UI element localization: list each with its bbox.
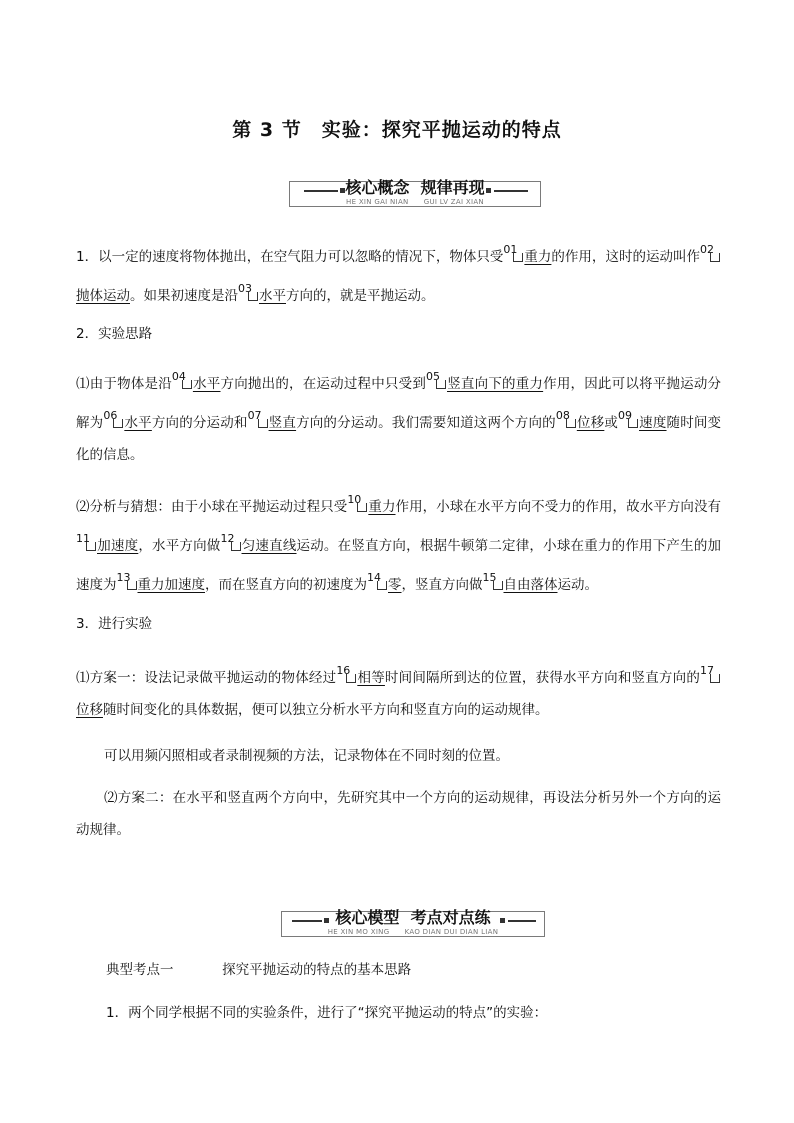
key-point-text: 探究平抛运动的特点的基本思路 <box>222 962 412 978</box>
blank-number: 17 <box>700 664 715 677</box>
answer-blank: 重力 <box>524 249 552 265</box>
blank-number: 15 <box>482 571 497 584</box>
key-point-label: 典型考点一 <box>106 962 174 978</box>
answer-blank: 抛体运动 <box>76 288 130 304</box>
paragraph-5: 可以用频闪照相或者录制视频的方法，记录物体在不同时刻的位置。 <box>104 748 509 764</box>
text: ⑴由于物体是沿 <box>76 376 172 392</box>
text: 时间间隔所到达的位置，获得水平方向和竖直方向的 <box>384 670 701 686</box>
text: 随时间变化的具体数据，便可以独立分析水平方向和竖直方向的运动规律。 <box>103 702 549 718</box>
blank-number: 08 <box>555 409 570 422</box>
text: ⑴方案一：设法记录做平抛运动的物体经过 <box>76 670 337 686</box>
answer-blank: 自由落体 <box>503 577 558 593</box>
banner-title: 核心模型 考点对点练 <box>335 908 491 927</box>
key-point-line <box>106 954 706 986</box>
text: 运动。 <box>557 577 598 593</box>
text: 方向的分运动和 <box>151 415 248 431</box>
text: 随时间变化的信息。 <box>76 415 722 463</box>
blank-number: 10 <box>347 493 362 506</box>
banner-pinyin: HE XIN GAI NIAN GUI LV ZAI XIAN <box>346 198 484 206</box>
answer-blank: 水平 <box>259 288 286 304</box>
answer-blank: 竖直 <box>268 415 297 431</box>
answer-blank: 相等 <box>357 670 385 686</box>
answer-blank: 竖直向下的重力 <box>447 376 544 392</box>
text: 的作用，这时的运动叫作 <box>551 249 701 265</box>
text: 方向的分运动。我们需要知道这两个方向的 <box>296 415 556 431</box>
paragraph-4 <box>76 655 721 726</box>
text: 。如果初速度是沿 <box>130 288 238 304</box>
answer-blank: 速度 <box>639 415 667 431</box>
blank-number: 06 <box>103 409 118 422</box>
answer-blank: 加速度 <box>97 538 139 554</box>
paragraph-6: ⑵方案二：在水平和竖直两个方向中，先研究其中一个方向的运动规律，再设法分析另外一个方向的运动规律。 <box>76 790 721 838</box>
banner-pinyin: HE XIN MO XING KAO DIAN DUI DIAN LIAN <box>327 928 499 936</box>
blank-number: 05 <box>426 370 441 383</box>
answer-blank: 水平 <box>124 415 152 431</box>
text: 方向抛出的，在运动过程中只受到 <box>220 376 427 392</box>
blank-number: 04 <box>171 370 186 383</box>
text: 运动。在竖直方向，根据牛顿第二定律，小球在重力的作用下产生的加速度为 <box>76 538 722 593</box>
answer-blank: 重力 <box>368 499 396 515</box>
text: ，水平方向做 <box>138 538 221 554</box>
answer-blank: 位移 <box>76 702 103 718</box>
section-banner-core-models <box>281 908 545 937</box>
paragraph-3 <box>76 484 721 601</box>
answer-blank: 位移 <box>576 415 605 431</box>
paragraph-1 <box>76 234 721 312</box>
blank-number: 07 <box>247 409 262 422</box>
heading-experiment-idea: 2．实验思路 <box>76 326 153 342</box>
page-title: 第 3 节 实验：探究平抛运动的特点 <box>232 119 562 141</box>
text: 作用，因此可以将平抛运动分解为 <box>76 376 722 431</box>
blank-number: 12 <box>220 532 235 545</box>
question-1: 1．两个同学根据不同的实验条件，进行了“探究平抛运动的特点”的实验： <box>106 1005 548 1021</box>
section-banner-core-concepts <box>289 178 541 207</box>
answer-blank: 匀速直线 <box>241 538 297 554</box>
blank-number: 01 <box>503 243 518 256</box>
text: ⑵分析与猜想：由于小球在平抛运动过程只受 <box>76 499 348 515</box>
blank-number: 02 <box>700 243 715 256</box>
heading-conduct-experiment: 3．进行实验 <box>76 616 153 632</box>
blank-number: 09 <box>618 409 633 422</box>
blank-number: 11 <box>76 532 90 545</box>
text: ，竖直方向做 <box>401 577 483 593</box>
answer-blank: 重力加速度 <box>137 577 205 593</box>
text: 作用，小球在水平方向不受力的作用，故水平方向没有 <box>395 499 722 515</box>
answer-blank: 水平 <box>192 376 221 392</box>
paragraph-2 <box>76 361 721 471</box>
text: ，而在竖直方向的初速度为 <box>205 577 367 593</box>
blank-number: 03 <box>238 282 252 295</box>
text: 或 <box>604 415 619 431</box>
text: 1．以一定的速度将物体抛出，在空气阻力可以忽略的情况下，物体只受 <box>76 249 504 265</box>
banner-title: 核心概念 规律再现 <box>345 178 485 197</box>
blank-number: 14 <box>367 571 381 584</box>
answer-blank: 零 <box>388 577 402 593</box>
blank-number: 16 <box>336 664 351 677</box>
blank-number: 13 <box>116 571 131 584</box>
text: 方向的，就是平抛运动。 <box>286 288 435 304</box>
